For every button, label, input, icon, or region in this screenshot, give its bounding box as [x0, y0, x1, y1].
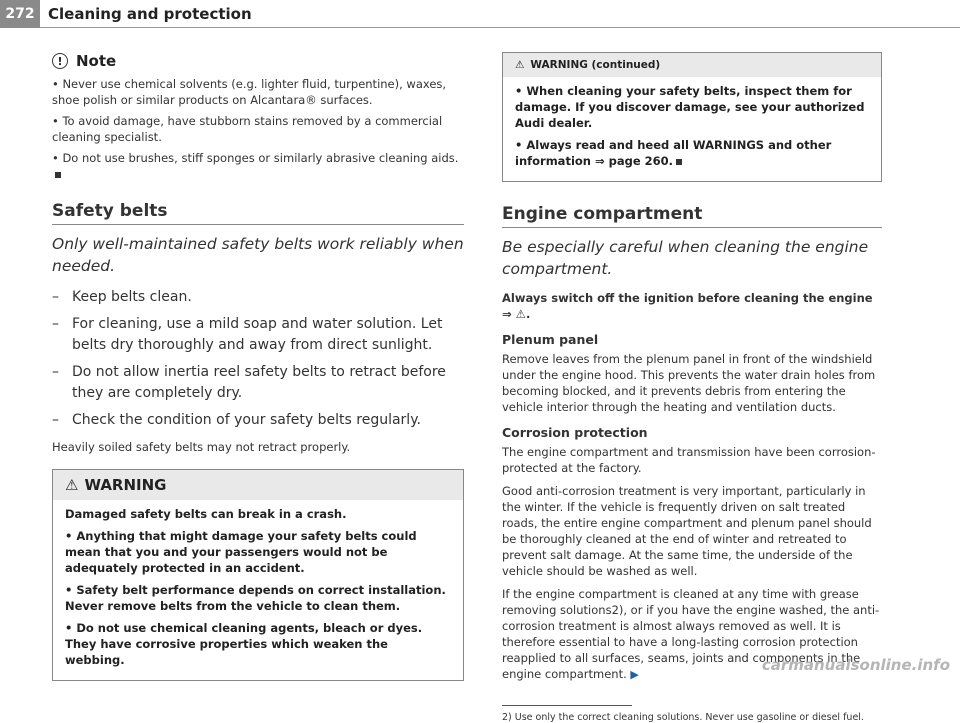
- ignition-note: Always switch off the ignition before cleaning the engine ⇒ ⚠.: [502, 291, 873, 321]
- footnote: 2) Use only the correct cleaning solutions. Never use gasoline or diesel fuel.: [502, 712, 864, 723]
- corrosion-protection-heading: Corrosion protection: [502, 425, 648, 440]
- warning-item: • When cleaning your safety belts, inspect them for damage. If you discover damage, see your authorized Audi dealer.: [515, 84, 865, 130]
- corrosion-paragraph: The engine compartment and transmission have been corrosion-protected at the factory.: [502, 445, 876, 475]
- warning-continued-box: [502, 52, 882, 182]
- end-of-section-icon: [676, 159, 682, 165]
- chapter-title: Cleaning and protection: [48, 5, 252, 23]
- note-item: • Never use chemical solvents (e.g. lighter fluid, turpentine), waxes, shoe polish or similar products on Alcantara® surfaces.: [52, 77, 447, 107]
- safety-belts-steps: [52, 287, 464, 431]
- footnote-divider: [502, 705, 632, 706]
- header-divider: [40, 27, 960, 28]
- safety-belts-intro: Only well-maintained safety belts work reliably when needed.: [52, 235, 464, 275]
- warning-item: • Anything that might damage your safety belts could mean that you and your passengers would not be adequately protected in an accident.: [65, 529, 417, 575]
- list-item: – Do not allow inertia reel safety belts to retract before they are completely dry.: [52, 364, 446, 401]
- list-item: – For cleaning, use a mild soap and water solution. Let belts dry thoroughly and away from direct sunlight.: [52, 316, 443, 353]
- engine-compartment-intro: Be especially careful when cleaning the engine compartment.: [502, 238, 869, 278]
- list-item: – Keep belts clean.: [52, 289, 192, 305]
- end-of-section-icon: [55, 172, 61, 178]
- warning-item: • Do not use chemical cleaning agents, bleach or dyes. They have corrosive properties which weaken the webbing.: [65, 621, 423, 667]
- warning-lead: Damaged safety belts can break in a crash.: [65, 507, 347, 521]
- list-item: – Check the condition of your safety belts regularly.: [52, 412, 421, 428]
- exclamation-circle-icon: !: [52, 53, 68, 69]
- engine-compartment-heading: Engine compartment: [502, 204, 882, 228]
- warning-heading: ⚠ WARNING: [53, 470, 463, 500]
- safety-belts-warning-box: [52, 469, 464, 681]
- warning-continued-body: [503, 77, 881, 181]
- right-column: [502, 52, 882, 723]
- note-list: [52, 76, 464, 182]
- left-column: [52, 52, 464, 681]
- safety-belts-remark: Heavily soiled safety belts may not retract properly.: [52, 440, 351, 454]
- warning-item: • Safety belt performance depends on correct installation. Never remove belts from the vehicle to clean them.: [65, 583, 446, 613]
- watermark: carmanualsonline.info: [761, 656, 950, 674]
- corrosion-paragraph: If the engine compartment is cleaned at any time with grease removing solutions2), or if you have the engine washed, the anti-corrosion treatment is almost always removed as well. It is therefore essential to have a long-lasting corrosion protection reapplied to all surfaces, seams, joints and components in the engine compartment. ▶: [502, 587, 880, 681]
- note-item: • Do not use brushes, stiff sponges or similarly abrasive cleaning aids.: [52, 150, 464, 182]
- corrosion-paragraph: Good anti-corrosion treatment is very important, particularly in the winter. If the vehicle is frequently driven on salt treated roads, the entire engine compartment and plenum panel should be thoroughly cleaned at the end of winter and retreated to prevent salt damage. At the same time, the underside of the vehicle should be washed as well.: [502, 484, 872, 578]
- note-title: Note: [76, 52, 117, 70]
- warning-continued-heading: ⚠ WARNING (continued): [503, 53, 881, 77]
- safety-belts-heading: Safety belts: [52, 201, 464, 225]
- warning-triangle-icon: ⚠: [65, 476, 79, 494]
- continued-arrow-icon: ▶: [630, 668, 639, 681]
- note-item: • To avoid damage, have stubborn stains removed by a commercial cleaning specialist.: [52, 114, 443, 144]
- plenum-panel-text: Remove leaves from the plenum panel in front of the windshield under the engine hood. This prevents the water drain holes from becoming blocked, and it prevents debris from entering the vehicle interior through the heating and ventilation ducts.: [502, 352, 876, 414]
- warning-triangle-icon: ⚠: [515, 59, 525, 71]
- warning-body: [53, 500, 463, 680]
- page-number: 272: [0, 0, 40, 28]
- plenum-panel-heading: Plenum panel: [502, 332, 599, 347]
- note-heading: [52, 52, 464, 70]
- warning-item: • Always read and heed all WARNINGS and other information ⇒ page 260.: [515, 138, 832, 168]
